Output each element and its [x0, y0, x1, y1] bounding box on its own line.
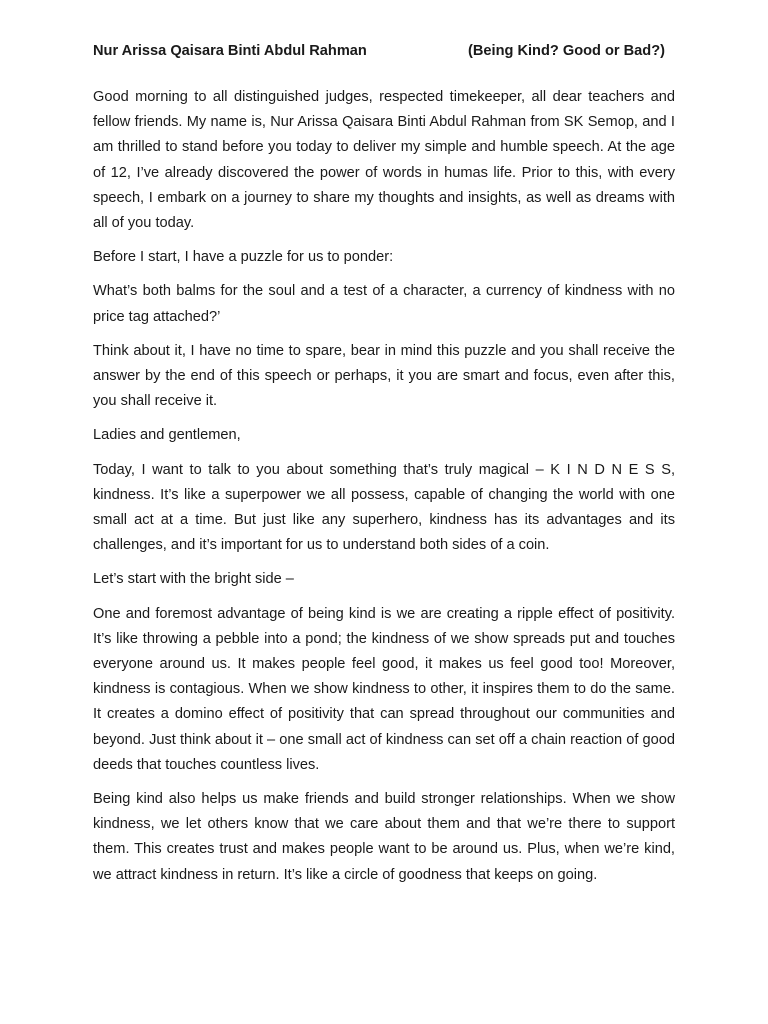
speech-title: (Being Kind? Good or Bad?)	[468, 43, 665, 59]
paragraph-salutation: Ladies and gentlemen,	[93, 427, 241, 444]
document-page	[93, 40, 675, 897]
document-header	[93, 40, 675, 62]
paragraph-puzzle-question: What’s both balms for the soul and a test of a character, a currency of kindness with no price tag attached?’	[93, 283, 675, 325]
paragraph-topic-kindness: Today, I want to talk to you about something that’s truly magical – K I N D N E S S, kindness. It’s like a superpower we all possess, capable of changing the world with one small act at a time. But just like any superhero, kindness has its advantages and its challenges, and it’s important for us to understand both sides of a coin.	[93, 461, 675, 554]
paragraph-friendships: Being kind also helps us make friends and build stronger relationships. When we show kindness, we let others know that we care about them and that we’re there to support them. This creates trust and makes people want to be around us. Plus, when we’re kind, we attract kindness in return. It’s like a circle of goodness that keeps on going.	[93, 791, 675, 883]
author-name: Nur Arissa Qaisara Binti Abdul Rahman	[93, 43, 367, 59]
paragraph-puzzle-intro: Before I start, I have a puzzle for us to ponder:	[93, 249, 394, 266]
paragraph-think-about-it: Think about it, I have no time to spare, bear in mind this puzzle and you shall receive the answer by the end of this speech or perhaps, it you are smart and focus, even after this, you shall receive it.	[93, 342, 675, 410]
paragraph-bright-side: Let’s start with the bright side –	[93, 571, 294, 588]
paragraph-ripple-effect: One and foremost advantage of being kind is we are creating a ripple effect of positivity. It’s like throwing a pebble into a pond; the kindness of we show spreads put and touches everyone around us. It makes people feel good, it makes us feel good too! Moreover, kindness is contagious. When we show kindness to other, it inspires them to do the same. It creates a domino effect of positivity that can spread throughout our communities and beyond. Just think about it – one small act of kindness can set off a chain reaction of good deeds that touches countless lives.	[93, 605, 675, 773]
paragraph-introduction: Good morning to all distinguished judges, respected timekeeper, all dear teachers and fellow friends. My name is, Nur Arissa Qaisara Binti Abdul Rahman from SK Semop, and I am thrilled to stand before you today to deliver my simple and humble speech. At the age of 12, I’ve already discovered the power of words in humas life. Prior to this, with every speech, I embark on a journey to share my thoughts and insights, as well as dreams with all of you today.	[93, 89, 675, 232]
